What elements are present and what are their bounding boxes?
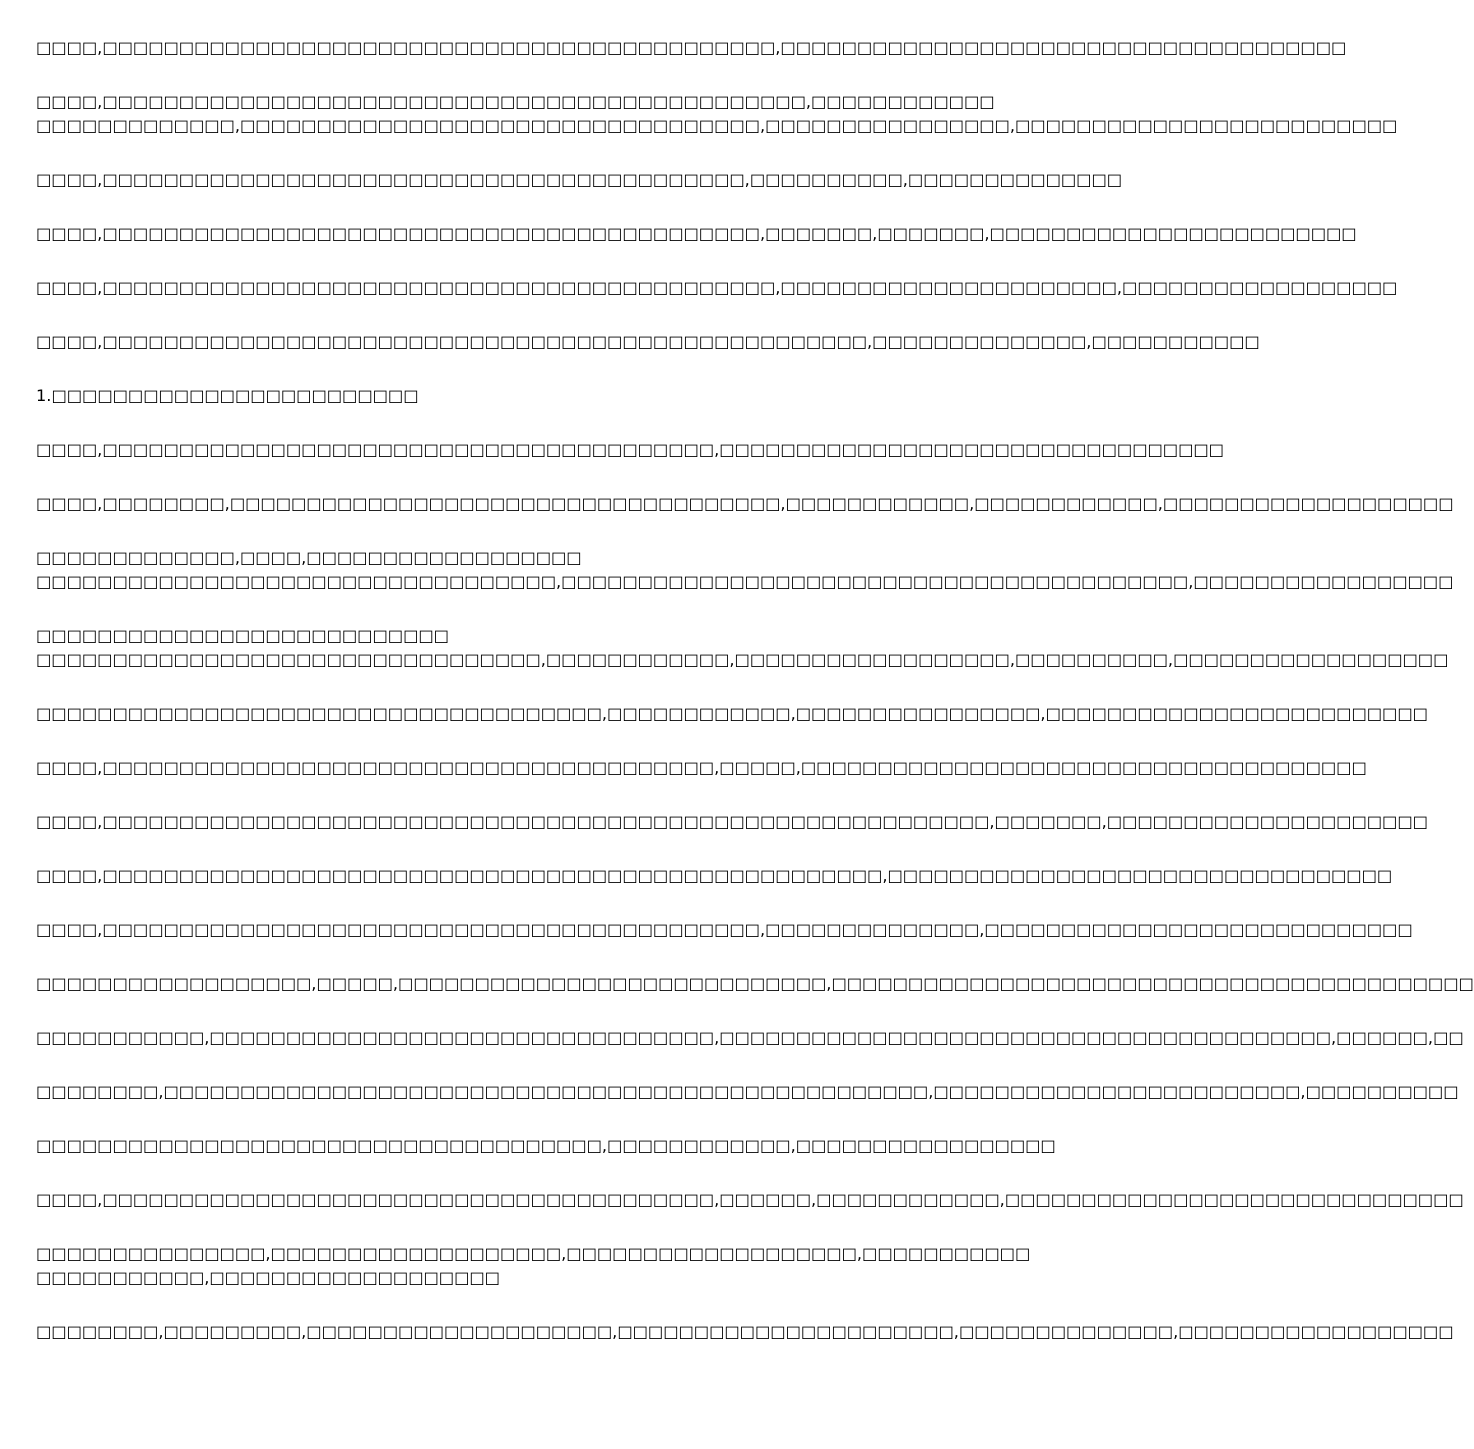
section-heading: 1.□□□□□□□□□□□□□□□□□□□□□□□□ — [36, 386, 419, 405]
paragraph-14: □□□□,□□□□□□□□□□□□□□□□□□□□□□□□□□□□□□□□□□□□□□□□□□□□□□□□□□□,□□□□□□□□□□□□□□□□□□□□□□□□□□□□□□□□□ — [36, 866, 1393, 885]
paragraph-8: □□□□,□□□□□□□□,□□□□□□□□□□□□□□□□□□□□□□□□□□□□□□□□□□□□,□□□□□□□□□□□□,□□□□□□□□□□□□,□□□□□□□□□□□□□□□□□□□ — [36, 494, 1454, 513]
paragraph-12: □□□□,□□□□□□□□□□□□□□□□□□□□□□□□□□□□□□□□□□□□□□□□,□□□□□,□□□□□□□□□□□□□□□□□□□□□□□□□□□□□□□□□□□□□ — [36, 758, 1367, 777]
paragraph-11: □□□□□□□□□□□□□□□□□□□□□□□□□□□□□□□□□□□□□,□□□□□□□□□□□□,□□□□□□□□□□□□□□□□,□□□□□□□□□□□□□□□□□□□□□□□□□ — [36, 704, 1428, 723]
paragraph-10-line-1: □□□□□□□□□□□□□□□□□□□□□□□□□□□ — [36, 626, 449, 645]
paragraph-21-line-2: □□□□□□□□□□□,□□□□□□□□□□□□□□□□□□□ — [36, 1268, 500, 1287]
paragraph-10-line-2: □□□□□□□□□□□□□□□□□□□□□□□□□□□□□□□□□,□□□□□□□□□□□□,□□□□□□□□□□□□□□□□□□,□□□□□□□□□□,□□□□□□□□□□□□□□□□□□ — [36, 650, 1449, 669]
paragraph-6: □□□□,□□□□□□□□□□□□□□□□□□□□□□□□□□□□□□□□□□□□□□□□□□□□□□□□□□,□□□□□□□□□□□□□□,□□□□□□□□□□□ — [36, 332, 1260, 351]
paragraph-9-line-2: □□□□□□□□□□□□□□□□□□□□□□□□□□□□□□□□□□,□□□□□□□□□□□□□□□□□□□□□□□□□□□□□□□□□□□□□□□□□,□□□□□□□□□□□□□□□□□ — [36, 572, 1454, 591]
paragraph-15: □□□□,□□□□□□□□□□□□□□□□□□□□□□□□□□□□□□□□□□□□□□□□□□□,□□□□□□□□□□□□□□,□□□□□□□□□□□□□□□□□□□□□□□□□□□□ — [36, 920, 1413, 939]
document-body — [36, 36, 1474, 1374]
paragraph-17: □□□□□□□□□□□,□□□□□□□□□□□□□□□□□□□□□□□□□□□□□□□□□,□□□□□□□□□□□□□□□□□□□□□□□□□□□□□□□□□□□□□□□□,□□□□□□,□□ — [36, 1028, 1464, 1047]
paragraph-20: □□□□,□□□□□□□□□□□□□□□□□□□□□□□□□□□□□□□□□□□□□□□□,□□□□□□,□□□□□□□□□□□□,□□□□□□□□□□□□□□□□□□□□□□□□□□□□□□ — [36, 1190, 1464, 1209]
paragraph-5: □□□□,□□□□□□□□□□□□□□□□□□□□□□□□□□□□□□□□□□□□□□□□□□□□,□□□□□□□□□□□□□□□□□□□□□□,□□□□□□□□□□□□□□□□□□ — [36, 278, 1398, 297]
paragraph-3: □□□□,□□□□□□□□□□□□□□□□□□□□□□□□□□□□□□□□□□□□□□□□□□,□□□□□□□□□□,□□□□□□□□□□□□□□ — [36, 170, 1123, 189]
paragraph-22: □□□□□□□□,□□□□□□□□□,□□□□□□□□□□□□□□□□□□□□,□□□□□□□□□□□□□□□□□□□□□□,□□□□□□□□□□□□□□,□□□□□□□□□□□□□□□□□□ — [36, 1322, 1454, 1341]
paragraph-18: □□□□□□□□,□□□□□□□□□□□□□□□□□□□□□□□□□□□□□□□□□□□□□□□□□□□□□□□□□□,□□□□□□□□□□□□□□□□□□□□□□□□,□□□□□□□□□□ — [36, 1082, 1459, 1101]
paragraph-7: □□□□,□□□□□□□□□□□□□□□□□□□□□□□□□□□□□□□□□□□□□□□□,□□□□□□□□□□□□□□□□□□□□□□□□□□□□□□□□□ — [36, 440, 1224, 459]
paragraph-1: □□□□,□□□□□□□□□□□□□□□□□□□□□□□□□□□□□□□□□□□□□□□□□□□□,□□□□□□□□□□□□□□□□□□□□□□□□□□□□□□□□□□□□□ — [36, 38, 1347, 57]
paragraph-9-line-1: □□□□□□□□□□□□□,□□□□,□□□□□□□□□□□□□□□□□□ — [36, 548, 582, 567]
paragraph-4: □□□□,□□□□□□□□□□□□□□□□□□□□□□□□□□□□□□□□□□□□□□□□□□□,□□□□□□□,□□□□□□□,□□□□□□□□□□□□□□□□□□□□□□□□ — [36, 224, 1357, 243]
paragraph-19: □□□□□□□□□□□□□□□□□□□□□□□□□□□□□□□□□□□□□,□□□□□□□□□□□□,□□□□□□□□□□□□□□□□□ — [36, 1136, 1056, 1155]
paragraph-2-line-2: □□□□□□□□□□□□□,□□□□□□□□□□□□□□□□□□□□□□□□□□□□□□□□□□,□□□□□□□□□□□□□□□□,□□□□□□□□□□□□□□□□□□□□□□□□□ — [36, 116, 1398, 135]
paragraph-13: □□□□,□□□□□□□□□□□□□□□□□□□□□□□□□□□□□□□□□□□□□□□□□□□□□□□□□□□□□□□□□□,□□□□□□□,□□□□□□□□□□□□□□□□□□□□□ — [36, 812, 1428, 831]
paragraph-16: □□□□□□□□□□□□□□□□□□,□□□□□,□□□□□□□□□□□□□□□□□□□□□□□□□□□□,□□□□□□□□□□□□□□□□□□□□□□□□□□□□□□□□□□□□□□□□□□ — [36, 974, 1474, 993]
paragraph-21-line-1: □□□□□□□□□□□□□□□,□□□□□□□□□□□□□□□□□□□,□□□□□□□□□□□□□□□□□□□,□□□□□□□□□□□ — [36, 1244, 1031, 1263]
paragraph-2-line-1: □□□□,□□□□□□□□□□□□□□□□□□□□□□□□□□□□□□□□□□□□□□□□□□□□□□,□□□□□□□□□□□□ — [36, 92, 995, 111]
